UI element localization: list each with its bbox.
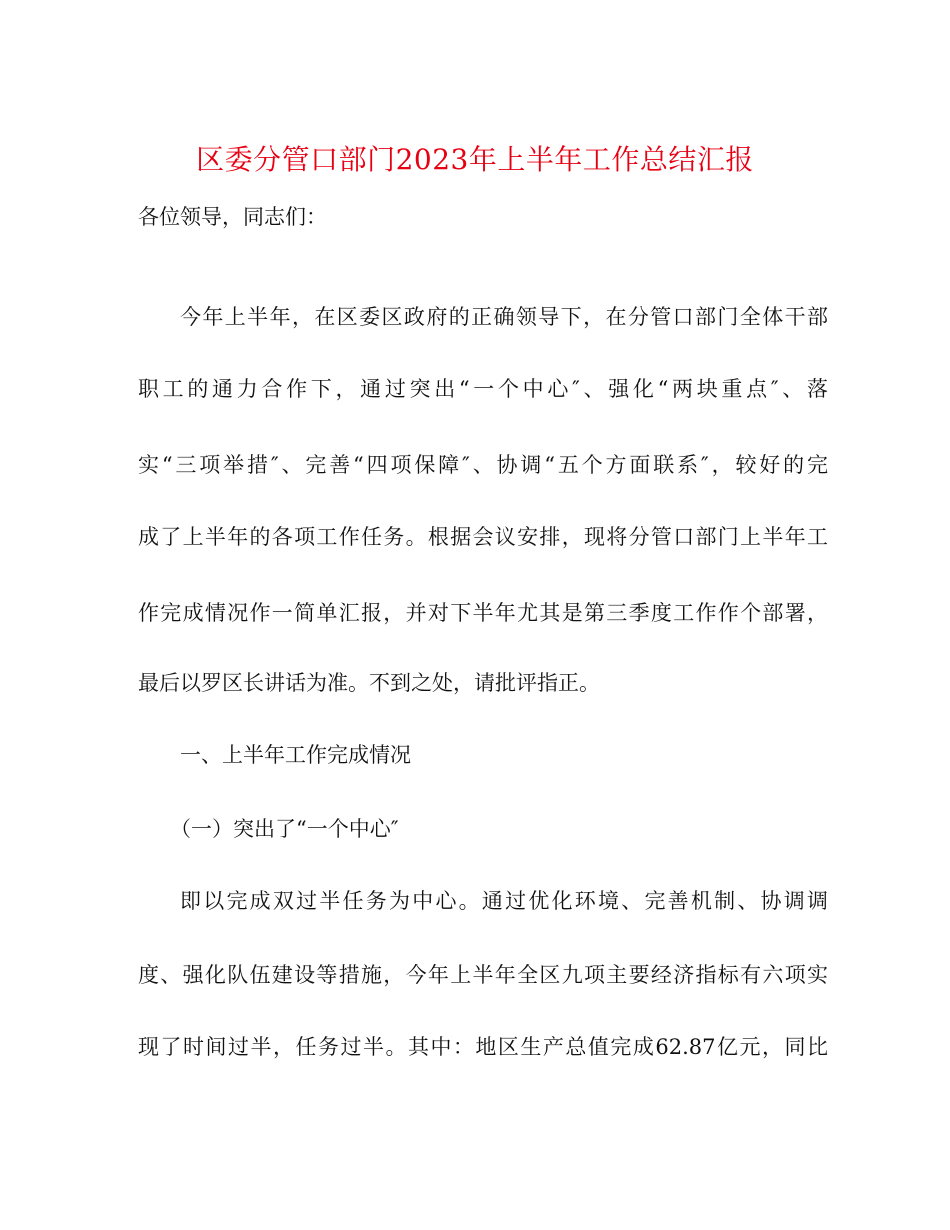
salutation: 各位领导，同志们： xyxy=(138,205,327,229)
paragraph-line-1: 今年上半年，在区委区政府的正确领导下，在分管口部门全体干部 xyxy=(180,305,828,329)
paragraph-line-5: 作完成情况作一简单汇报，并对下半年尤其是第三季度工作作个部署， xyxy=(138,601,828,625)
paragraph-line-4: 成了上半年的各项工作任务。根据会议安排，现将分管口部门上半年工 xyxy=(138,525,828,549)
paragraph2-line-1: 即以完成双过半任务为中心。通过优化环境、完善机制、协调调 xyxy=(180,889,828,913)
paragraph2-line-2: 度、强化队伍建设等措施，今年上半年全区九项主要经济指标有六项实 xyxy=(138,963,828,987)
document-title: 区委分管口部门2023年上半年工作总结汇报 xyxy=(196,143,754,176)
subsection-heading-1: （一）突出了“一个中心″ xyxy=(170,817,399,841)
section-heading-1: 一、上半年工作完成情况 xyxy=(180,743,411,767)
paragraph2-line-3: 现了时间过半，任务过半。其中：地区生产总值完成62.87亿元，同比 xyxy=(138,1035,828,1059)
paragraph-line-2: 职工的通力合作下，通过突出“一个中心″、强化“两块重点″、落 xyxy=(138,377,828,401)
paragraph-line-3: 实“三项举措″、完善“四项保障″、协调“五个方面联系″，较好的完 xyxy=(138,453,828,477)
paragraph-line-6: 最后以罗区长讲话为准。不到之处，请批评指正。 xyxy=(138,671,600,695)
